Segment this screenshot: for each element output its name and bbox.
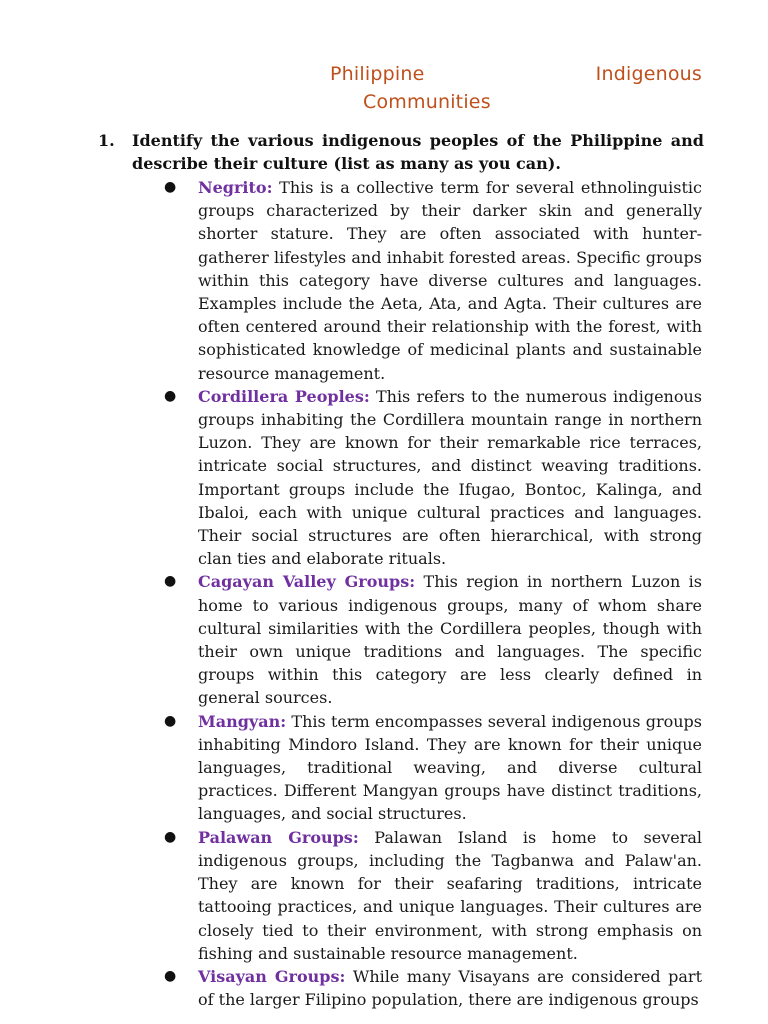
bullet-icon: ● [164,828,177,845]
title-word-philippine: Philippine [330,63,425,85]
question-number: 1. [98,131,115,150]
list-item [164,176,702,385]
bullet-list [164,176,703,1011]
title-word-indigenous: Indigenous [595,63,702,85]
bullet-icon: ● [164,573,177,590]
list-item [164,570,702,709]
bullet-icon: ● [164,712,177,729]
item-text: Palawan Island is home to several indigenous groups, including the Tagbanwa and Palaw'an. They are known for their seafaring traditions, intricate tattooing practices, and unique languages. Their cultures are closely tied to their environment, with strong emphasis on fishing and sustainable resource management. [198,827,702,963]
list-item [164,826,702,965]
list-item [164,965,703,1011]
item-term: Mangyan: [198,711,287,731]
bullet-icon: ● [164,387,177,404]
bullet-icon: ● [164,179,177,195]
list-item [164,385,702,571]
item-text: While many Visayans are considered part of the larger Filipino population, there are indigenous groups [198,966,703,1010]
item-term: Palawan Groups: [198,827,359,847]
item-text: This region in northern Luzon is home to various indigenous groups, many of whom share cultural similarities with the Cordillera peoples, though with their own unique traditions and languages. The specific groups within this category are less clearly defined in general sources. [198,572,702,708]
bullet-icon: ● [164,967,177,984]
title-line-2: Communities [363,91,491,113]
title-line-1 [330,60,702,88]
item-text: This term encompasses several indigenous groups inhabiting Mindoro Island. They are known for their unique languages, traditional weaving, and diverse cultural practices. Different Mangyan groups have distinct traditions, languages, and social structures. [198,711,702,824]
item-text: This is a collective term for several ethnolinguistic groups characterized by their darker skin and generally shorter stature. They are often associated with hunter-gatherer lifestyles and inhabit forested areas. Specific groups within this category have diverse cultures and languages. Examples include the Aeta, Ata, and Agta. Their cultures are often centered around their relationship with the forest, with sophisticated knowledge of medicinal plants and sustainable resource management. [198,178,702,383]
list-item [164,710,702,826]
item-term: Visayan Groups: [198,966,346,986]
document-title [330,60,702,116]
item-term: Cagayan Valley Groups: [198,572,416,592]
item-term: Negrito: [198,178,273,197]
question-text: Identify the various indigenous peoples of the Philippine and describe their culture (list as many as you can). [132,131,704,173]
item-term: Cordillera Peoples: [198,386,370,406]
item-text: This refers to the numerous indigenous groups inhabiting the Cordillera mountain range in northern Luzon. They are known for their remarkable rice terraces, intricate social structures, and distinct weaving traditions. Important groups include the Ifugao, Bontoc, Kalinga, and Ibaloi, each with unique cultural practices and languages. Their social structures are often hierarchical, with strong clan ties and elaborate rituals. [198,386,702,569]
question [98,129,704,175]
